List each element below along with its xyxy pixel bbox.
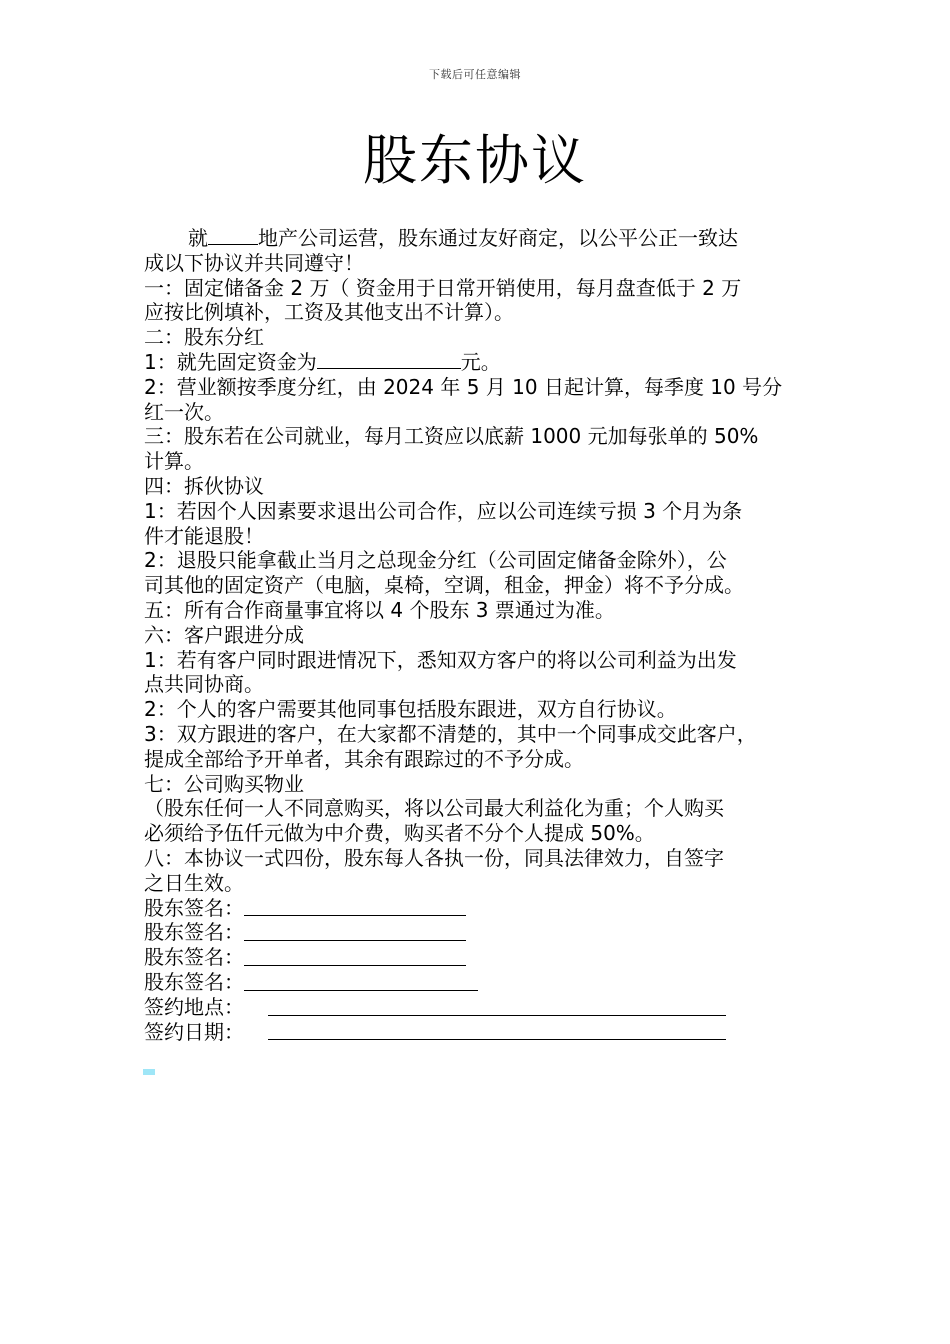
signing-place-row bbox=[144, 995, 820, 1020]
signing-date-label: 签约日期： bbox=[144, 1019, 244, 1044]
signing-place-label: 签约地点： bbox=[144, 994, 244, 1019]
section-4-item-2-line-2: 司其他的固定资产（电脑，桌椅，空调，租金，押金）将不予分成。 bbox=[144, 573, 744, 598]
section-3-line-2: 计算。 bbox=[144, 449, 204, 474]
section-8-line-2: 之日生效。 bbox=[144, 870, 244, 895]
section-6-item-1-line-2: 点共同协商。 bbox=[144, 672, 264, 697]
document-title: 股东协议 bbox=[363, 129, 587, 192]
section-6-heading: 六：客户跟进分成 bbox=[144, 622, 304, 647]
shareholder-signature-row-3 bbox=[144, 945, 820, 970]
section-6-item-1-line-1: 1：若有客户同时跟进情况下，悉知双方客户的将以公司利益为出发 bbox=[144, 647, 737, 672]
section-2-item-1 bbox=[144, 350, 820, 375]
section-4-item-1-line-1: 1：若因个人因素要求退出公司合作，应以公司连续亏损 3 个月为条 bbox=[144, 498, 743, 523]
signing-date-line[interactable] bbox=[268, 1021, 726, 1040]
section-6-item-3-line-1: 3：双方跟进的客户，在大家都不清楚的，其中一个同事成交此客户， bbox=[144, 721, 757, 746]
shareholder-signature-row-1 bbox=[144, 896, 820, 921]
header-note: 下载后可任意编辑 bbox=[429, 68, 521, 81]
shareholder-signature-line[interactable] bbox=[244, 897, 466, 916]
section-6-item-3-line-2: 提成全部给予开单者，其余有跟踪过的不予分成。 bbox=[144, 746, 584, 771]
section-3-line-1: 三：股东若在公司就业，每月工资应以底薪 1000 元加每张单的 50% bbox=[144, 424, 759, 449]
intro-prefix: 就 bbox=[188, 226, 208, 250]
shareholder-signature-label: 股东签名： bbox=[144, 895, 244, 920]
intro-line-2: 成以下协议并共同遵守！ bbox=[144, 250, 364, 275]
shareholder-signature-line[interactable] bbox=[244, 947, 466, 966]
section-7-line-1: （股东任何一人不同意购买，将以公司最大利益化为重；个人购买 bbox=[144, 796, 724, 821]
shareholder-signature-row-4 bbox=[144, 970, 820, 995]
shareholder-signature-label: 股东签名： bbox=[144, 920, 244, 945]
signing-place-line[interactable] bbox=[268, 997, 726, 1016]
section-1-line-1: 一：固定储备金 2 万（ 资金用于日常开销使用，每月盘查低于 2 万 bbox=[144, 275, 742, 300]
fund-suffix: 元。 bbox=[460, 349, 501, 374]
fixed-fund-blank[interactable] bbox=[317, 350, 461, 369]
shareholder-signature-line[interactable] bbox=[244, 922, 466, 941]
intro-line-1 bbox=[144, 226, 820, 251]
fund-prefix: 1：就先固定资金为 bbox=[144, 349, 317, 374]
section-2-heading: 二：股东分红 bbox=[144, 325, 264, 350]
section-6-item-2: 2：个人的客户需要其他同事包括股东跟进，双方自行协议。 bbox=[144, 697, 677, 722]
section-8-line-1: 八：本协议一式四份，股东每人各执一份，同具法律效力，自签字 bbox=[144, 845, 724, 870]
section-4-item-1-line-2: 件才能退股！ bbox=[144, 523, 264, 548]
cursor-marker bbox=[143, 1069, 155, 1075]
section-2-item-2-line-2: 红一次。 bbox=[144, 399, 224, 424]
company-name-blank[interactable] bbox=[208, 226, 258, 245]
section-4-item-2-line-1: 2：退股只能拿截止当月之总现金分红（公司固定储备金除外），公 bbox=[144, 548, 727, 573]
section-4-heading: 四：拆伙协议 bbox=[144, 473, 264, 498]
signing-date-row bbox=[144, 1020, 820, 1045]
section-1-line-2: 应按比例填补，工资及其他支出不计算）。 bbox=[144, 300, 514, 325]
agreement-body bbox=[144, 226, 820, 1044]
section-7-heading: 七：公司购买物业 bbox=[144, 771, 304, 796]
intro-suffix: 地产公司运营，股东通过友好商定，以公平公正一致达 bbox=[258, 226, 738, 250]
section-5: 五：所有合作商量事宜将以 4 个股东 3 票通过为准。 bbox=[144, 597, 615, 622]
section-2-item-2-line-1: 2：营业额按季度分红，由 2024 年 5 月 10 日起计算，每季度 10 号分 bbox=[144, 374, 783, 399]
section-7-line-2: 必须给予伍仟元做为中介费，购买者不分个人提成 50%。 bbox=[144, 821, 655, 846]
shareholder-signature-label: 股东签名： bbox=[144, 945, 244, 970]
shareholder-signature-label: 股东签名： bbox=[144, 969, 244, 994]
shareholder-signature-line[interactable] bbox=[244, 972, 478, 991]
shareholder-signature-row-2 bbox=[144, 920, 820, 945]
